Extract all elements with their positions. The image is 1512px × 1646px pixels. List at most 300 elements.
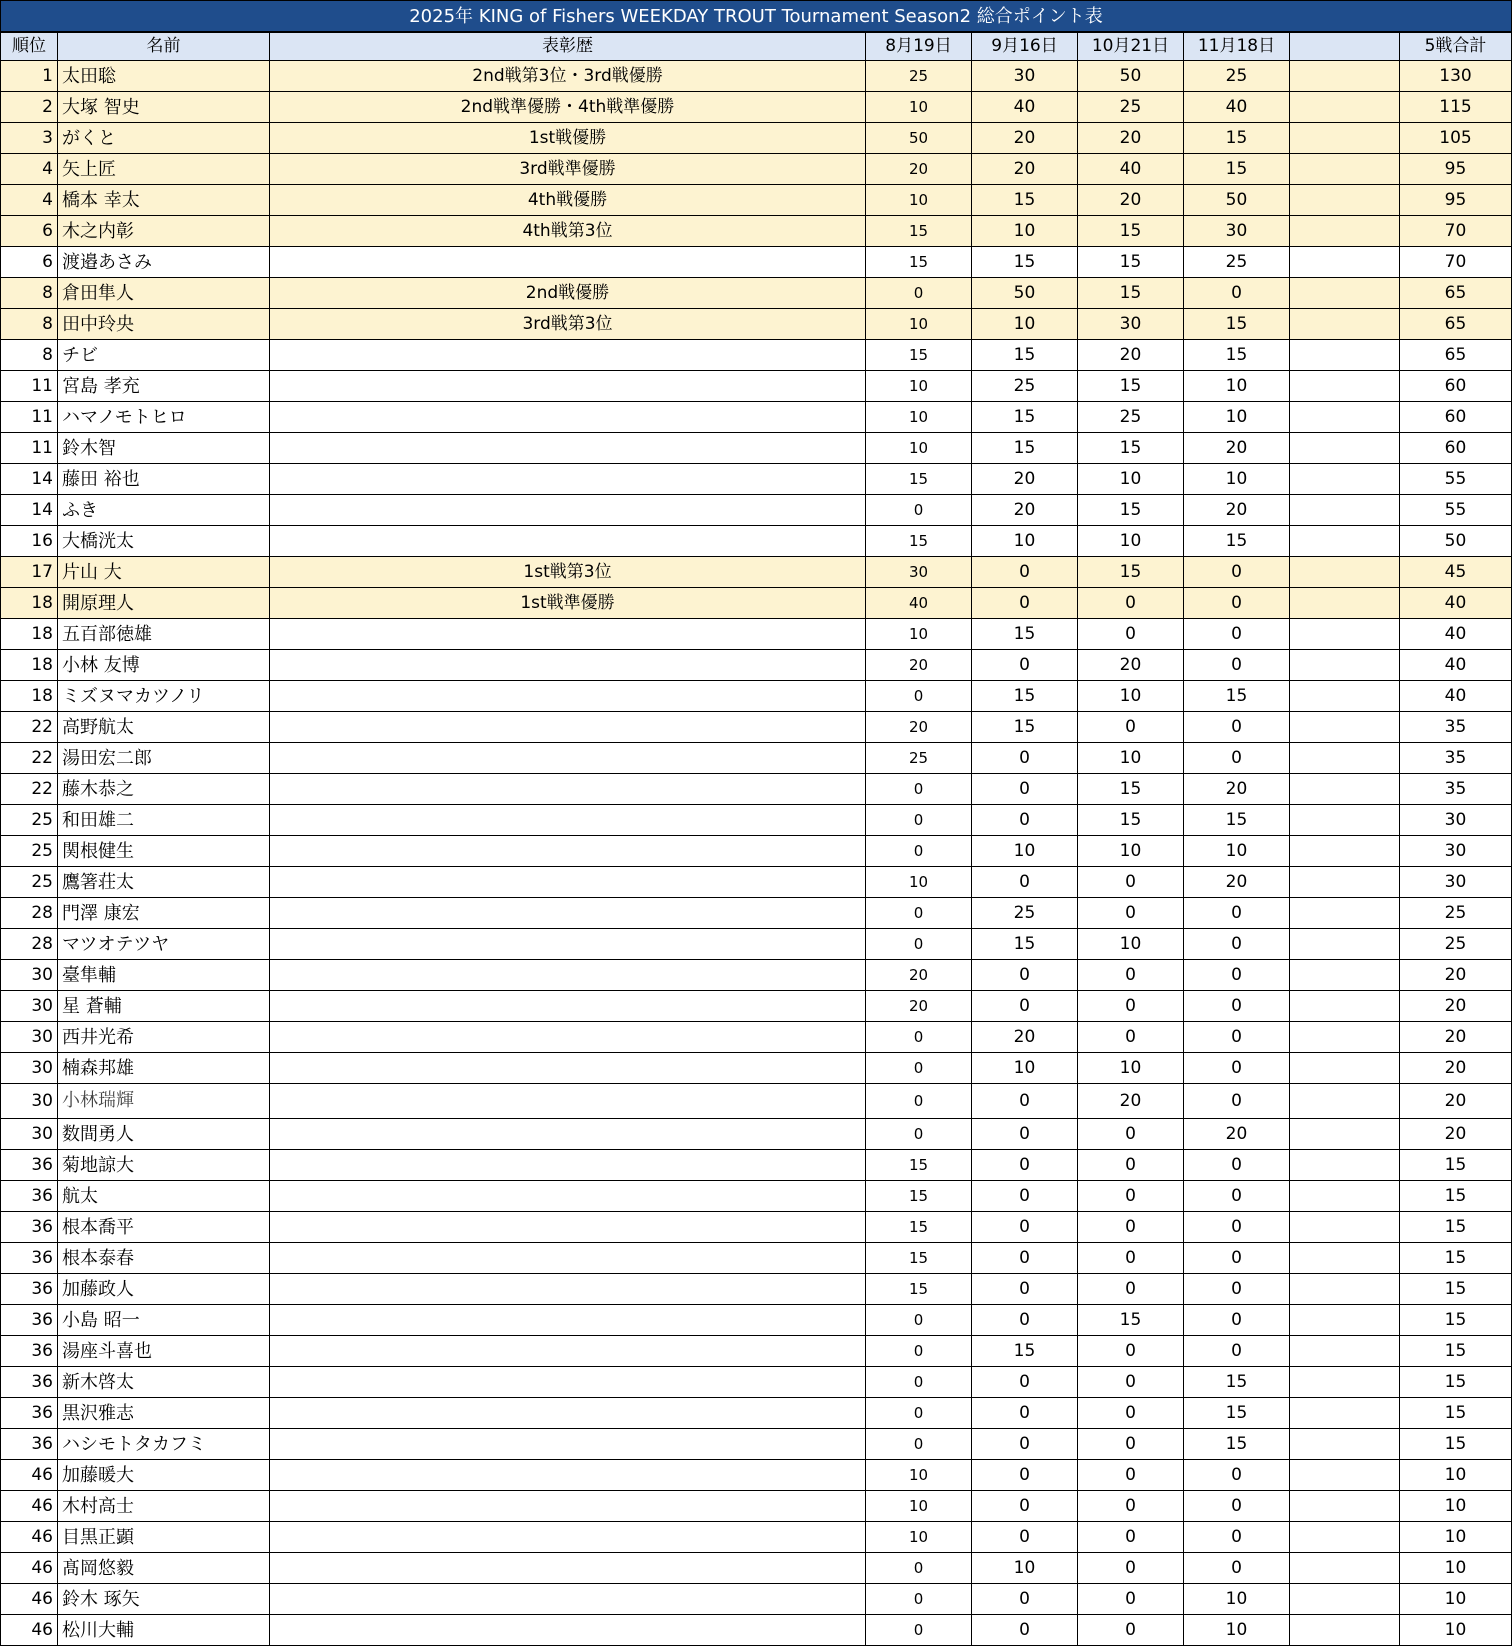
round-3-points: 25 — [1078, 402, 1184, 433]
rank-cell: 16 — [1, 526, 58, 557]
rank-cell: 36 — [1, 1181, 58, 1212]
name-cell: 開原理人 — [58, 588, 270, 619]
rank-cell: 14 — [1, 495, 58, 526]
round-2-points: 15 — [972, 402, 1078, 433]
round-4-points: 0 — [1184, 1212, 1290, 1243]
round-4-points: 25 — [1184, 61, 1290, 92]
round-1-points: 25 — [866, 61, 972, 92]
round-3-points: 15 — [1078, 371, 1184, 402]
total-points: 20 — [1400, 1022, 1512, 1053]
award-cell — [270, 464, 866, 495]
round-3-points: 15 — [1078, 557, 1184, 588]
award-cell — [270, 1053, 866, 1084]
table-row — [1, 1398, 1512, 1429]
round-2-points: 0 — [972, 650, 1078, 681]
name-cell: 矢上匠 — [58, 154, 270, 185]
round-3-points: 10 — [1078, 464, 1184, 495]
round-3-points: 10 — [1078, 681, 1184, 712]
round-5-points — [1290, 898, 1400, 929]
award-cell: 1st戦優勝 — [270, 123, 866, 154]
name-cell: 高野航太 — [58, 712, 270, 743]
round-2-points: 25 — [972, 898, 1078, 929]
award-cell — [270, 960, 866, 991]
round-2-points: 20 — [972, 495, 1078, 526]
round-1-points: 0 — [866, 1429, 972, 1460]
table-row — [1, 1460, 1512, 1491]
round-5-points — [1290, 61, 1400, 92]
rank-cell: 36 — [1, 1212, 58, 1243]
rank-cell: 30 — [1, 1084, 58, 1119]
name-cell: ハマノモトヒロ — [58, 402, 270, 433]
round-1-points: 0 — [866, 1084, 972, 1119]
round-1-points: 0 — [866, 495, 972, 526]
round-5-points — [1290, 402, 1400, 433]
round-2-points: 10 — [972, 526, 1078, 557]
award-cell — [270, 1119, 866, 1150]
award-cell — [270, 836, 866, 867]
round-1-points: 15 — [866, 1150, 972, 1181]
header-round-2: 9月16日 — [972, 33, 1078, 61]
round-5-points — [1290, 278, 1400, 309]
name-cell: 倉田隼人 — [58, 278, 270, 309]
rank-cell: 17 — [1, 557, 58, 588]
award-cell — [270, 371, 866, 402]
total-points: 70 — [1400, 247, 1512, 278]
table-row — [1, 774, 1512, 805]
name-cell: 根本泰春 — [58, 1243, 270, 1274]
table-row — [1, 681, 1512, 712]
round-2-points: 10 — [972, 216, 1078, 247]
total-points: 115 — [1400, 92, 1512, 123]
name-cell: 田中玲央 — [58, 309, 270, 340]
round-1-points: 0 — [866, 1553, 972, 1584]
rank-cell: 18 — [1, 681, 58, 712]
name-cell: 臺隼輔 — [58, 960, 270, 991]
award-cell: 1st戦第3位 — [270, 557, 866, 588]
total-points: 60 — [1400, 371, 1512, 402]
name-cell: 目黒正顕 — [58, 1522, 270, 1553]
round-3-points: 20 — [1078, 1084, 1184, 1119]
total-points: 45 — [1400, 557, 1512, 588]
round-2-points: 10 — [972, 1553, 1078, 1584]
round-1-points: 10 — [866, 371, 972, 402]
round-5-points — [1290, 712, 1400, 743]
table-row — [1, 402, 1512, 433]
round-5-points — [1290, 1522, 1400, 1553]
total-points: 10 — [1400, 1522, 1512, 1553]
round-1-points: 20 — [866, 154, 972, 185]
table-row — [1, 464, 1512, 495]
round-1-points: 10 — [866, 619, 972, 650]
round-2-points: 20 — [972, 464, 1078, 495]
round-1-points: 10 — [866, 185, 972, 216]
name-cell: 太田聡 — [58, 61, 270, 92]
award-cell — [270, 1022, 866, 1053]
round-1-points: 30 — [866, 557, 972, 588]
rank-cell: 30 — [1, 991, 58, 1022]
rank-cell: 36 — [1, 1305, 58, 1336]
header-row — [1, 33, 1512, 61]
round-4-points: 30 — [1184, 216, 1290, 247]
award-cell: 2nd戦準優勝・4th戦準優勝 — [270, 92, 866, 123]
round-1-points: 0 — [866, 681, 972, 712]
total-points: 130 — [1400, 61, 1512, 92]
round-4-points: 0 — [1184, 1243, 1290, 1274]
round-2-points: 15 — [972, 185, 1078, 216]
rank-cell: 22 — [1, 774, 58, 805]
round-4-points: 0 — [1184, 1491, 1290, 1522]
total-points: 15 — [1400, 1274, 1512, 1305]
round-2-points: 0 — [972, 1181, 1078, 1212]
round-3-points: 25 — [1078, 92, 1184, 123]
round-4-points: 0 — [1184, 1553, 1290, 1584]
round-3-points: 0 — [1078, 1181, 1184, 1212]
total-points: 15 — [1400, 1429, 1512, 1460]
round-3-points: 15 — [1078, 774, 1184, 805]
round-5-points — [1290, 526, 1400, 557]
total-points: 65 — [1400, 340, 1512, 371]
round-2-points: 0 — [972, 960, 1078, 991]
award-cell — [270, 1243, 866, 1274]
round-1-points: 15 — [866, 1243, 972, 1274]
round-4-points: 15 — [1184, 154, 1290, 185]
table-row — [1, 1553, 1512, 1584]
round-4-points: 0 — [1184, 588, 1290, 619]
award-cell — [270, 1398, 866, 1429]
round-1-points: 15 — [866, 216, 972, 247]
round-3-points: 15 — [1078, 495, 1184, 526]
name-cell: 加藤暖大 — [58, 1460, 270, 1491]
table-row — [1, 1367, 1512, 1398]
round-3-points: 10 — [1078, 1053, 1184, 1084]
round-5-points — [1290, 154, 1400, 185]
table-row — [1, 960, 1512, 991]
table-row — [1, 216, 1512, 247]
total-points: 20 — [1400, 1119, 1512, 1150]
round-2-points: 0 — [972, 1212, 1078, 1243]
round-4-points: 15 — [1184, 1398, 1290, 1429]
name-cell: 西井光希 — [58, 1022, 270, 1053]
table-row — [1, 247, 1512, 278]
award-cell — [270, 1305, 866, 1336]
total-points: 40 — [1400, 619, 1512, 650]
award-cell: 2nd戦優勝 — [270, 278, 866, 309]
round-3-points: 0 — [1078, 991, 1184, 1022]
round-4-points: 15 — [1184, 805, 1290, 836]
award-cell — [270, 619, 866, 650]
rank-cell: 46 — [1, 1460, 58, 1491]
round-4-points: 0 — [1184, 712, 1290, 743]
name-cell: 門澤 康宏 — [58, 898, 270, 929]
name-cell: 菊地諒大 — [58, 1150, 270, 1181]
award-cell — [270, 1522, 866, 1553]
round-1-points: 0 — [866, 278, 972, 309]
round-1-points: 0 — [866, 1305, 972, 1336]
round-3-points: 15 — [1078, 805, 1184, 836]
award-cell — [270, 681, 866, 712]
total-points: 10 — [1400, 1460, 1512, 1491]
round-3-points: 0 — [1078, 867, 1184, 898]
rank-cell: 36 — [1, 1274, 58, 1305]
round-1-points: 0 — [866, 836, 972, 867]
rank-cell: 25 — [1, 805, 58, 836]
round-3-points: 15 — [1078, 278, 1184, 309]
name-cell: ミズヌマカツノリ — [58, 681, 270, 712]
name-cell: 黒沢雅志 — [58, 1398, 270, 1429]
round-2-points: 10 — [972, 836, 1078, 867]
header-rank: 順位 — [1, 33, 58, 61]
round-4-points: 0 — [1184, 1084, 1290, 1119]
total-points: 20 — [1400, 960, 1512, 991]
rank-cell: 6 — [1, 216, 58, 247]
round-3-points: 0 — [1078, 1336, 1184, 1367]
total-points: 15 — [1400, 1336, 1512, 1367]
round-4-points: 0 — [1184, 743, 1290, 774]
round-3-points: 15 — [1078, 216, 1184, 247]
rank-cell: 28 — [1, 898, 58, 929]
total-points: 95 — [1400, 185, 1512, 216]
name-cell: 湯座斗喜也 — [58, 1336, 270, 1367]
award-cell — [270, 495, 866, 526]
rank-cell: 22 — [1, 743, 58, 774]
total-points: 60 — [1400, 433, 1512, 464]
rank-cell: 36 — [1, 1429, 58, 1460]
round-4-points: 10 — [1184, 1615, 1290, 1646]
table-row — [1, 1084, 1512, 1119]
name-cell: 小林瑞輝 — [58, 1084, 270, 1119]
round-5-points — [1290, 650, 1400, 681]
round-4-points: 0 — [1184, 898, 1290, 929]
round-5-points — [1290, 464, 1400, 495]
round-1-points: 10 — [866, 1522, 972, 1553]
round-4-points: 20 — [1184, 867, 1290, 898]
round-5-points — [1290, 1053, 1400, 1084]
table-row — [1, 619, 1512, 650]
round-3-points: 0 — [1078, 1150, 1184, 1181]
round-1-points: 20 — [866, 991, 972, 1022]
total-points: 70 — [1400, 216, 1512, 247]
round-3-points: 0 — [1078, 712, 1184, 743]
table-row — [1, 898, 1512, 929]
round-5-points — [1290, 123, 1400, 154]
round-4-points: 50 — [1184, 185, 1290, 216]
round-5-points — [1290, 557, 1400, 588]
name-cell: 木村高士 — [58, 1491, 270, 1522]
round-5-points — [1290, 1398, 1400, 1429]
round-2-points: 0 — [972, 1084, 1078, 1119]
round-4-points: 15 — [1184, 681, 1290, 712]
round-1-points: 10 — [866, 1491, 972, 1522]
table-row — [1, 588, 1512, 619]
name-cell: 関根健生 — [58, 836, 270, 867]
round-4-points: 15 — [1184, 309, 1290, 340]
rank-cell: 30 — [1, 960, 58, 991]
table-row — [1, 805, 1512, 836]
total-points: 65 — [1400, 309, 1512, 340]
round-2-points: 0 — [972, 1150, 1078, 1181]
round-3-points: 0 — [1078, 1491, 1184, 1522]
table-header — [1, 33, 1512, 61]
round-3-points: 0 — [1078, 1119, 1184, 1150]
round-2-points: 0 — [972, 805, 1078, 836]
table-body — [1, 61, 1512, 1646]
award-cell — [270, 712, 866, 743]
rank-cell: 46 — [1, 1522, 58, 1553]
award-cell — [270, 774, 866, 805]
award-cell — [270, 1491, 866, 1522]
round-3-points: 15 — [1078, 433, 1184, 464]
round-4-points: 0 — [1184, 1522, 1290, 1553]
round-1-points: 0 — [866, 1584, 972, 1615]
table-row — [1, 1119, 1512, 1150]
total-points: 40 — [1400, 681, 1512, 712]
award-cell — [270, 1084, 866, 1119]
name-cell: 渡邉あさみ — [58, 247, 270, 278]
round-3-points: 0 — [1078, 898, 1184, 929]
table-row — [1, 1615, 1512, 1646]
round-5-points — [1290, 1119, 1400, 1150]
header-round-4: 11月18日 — [1184, 33, 1290, 61]
rank-cell: 36 — [1, 1243, 58, 1274]
round-4-points: 15 — [1184, 1367, 1290, 1398]
award-cell — [270, 1460, 866, 1491]
round-4-points: 15 — [1184, 123, 1290, 154]
award-cell — [270, 743, 866, 774]
round-5-points — [1290, 1305, 1400, 1336]
table-row — [1, 1212, 1512, 1243]
rank-cell: 30 — [1, 1119, 58, 1150]
round-5-points — [1290, 1336, 1400, 1367]
award-cell — [270, 340, 866, 371]
round-2-points: 0 — [972, 1429, 1078, 1460]
round-3-points: 0 — [1078, 1553, 1184, 1584]
round-4-points: 0 — [1184, 1150, 1290, 1181]
round-5-points — [1290, 774, 1400, 805]
round-4-points: 10 — [1184, 464, 1290, 495]
name-cell: 木之内彰 — [58, 216, 270, 247]
award-cell: 3rd戦第3位 — [270, 309, 866, 340]
rank-cell: 46 — [1, 1584, 58, 1615]
round-4-points: 0 — [1184, 278, 1290, 309]
round-2-points: 15 — [972, 681, 1078, 712]
round-4-points: 20 — [1184, 1119, 1290, 1150]
round-1-points: 20 — [866, 712, 972, 743]
round-5-points — [1290, 340, 1400, 371]
round-5-points — [1290, 805, 1400, 836]
round-2-points: 15 — [972, 619, 1078, 650]
header-round-5 — [1290, 33, 1400, 61]
round-4-points: 0 — [1184, 1181, 1290, 1212]
table-row — [1, 1429, 1512, 1460]
round-4-points: 10 — [1184, 1584, 1290, 1615]
name-cell: チビ — [58, 340, 270, 371]
header-round-1: 8月19日 — [866, 33, 972, 61]
total-points: 15 — [1400, 1305, 1512, 1336]
round-5-points — [1290, 185, 1400, 216]
round-2-points: 50 — [972, 278, 1078, 309]
round-5-points — [1290, 1274, 1400, 1305]
round-2-points: 0 — [972, 1615, 1078, 1646]
total-points: 15 — [1400, 1181, 1512, 1212]
round-5-points — [1290, 1150, 1400, 1181]
round-1-points: 0 — [866, 1119, 972, 1150]
name-cell: 湯田宏二郎 — [58, 743, 270, 774]
table-row — [1, 650, 1512, 681]
round-2-points: 15 — [972, 712, 1078, 743]
round-5-points — [1290, 309, 1400, 340]
table-row — [1, 1181, 1512, 1212]
round-4-points: 0 — [1184, 960, 1290, 991]
rank-cell: 8 — [1, 309, 58, 340]
rank-cell: 11 — [1, 433, 58, 464]
name-cell: がくと — [58, 123, 270, 154]
round-4-points: 0 — [1184, 557, 1290, 588]
award-cell — [270, 1584, 866, 1615]
header-round-3: 10月21日 — [1078, 33, 1184, 61]
round-2-points: 0 — [972, 588, 1078, 619]
round-3-points: 40 — [1078, 154, 1184, 185]
round-2-points: 15 — [972, 433, 1078, 464]
round-2-points: 0 — [972, 991, 1078, 1022]
round-1-points: 10 — [866, 309, 972, 340]
round-1-points: 15 — [866, 464, 972, 495]
table-row — [1, 1243, 1512, 1274]
table-row — [1, 929, 1512, 960]
award-cell — [270, 929, 866, 960]
round-1-points: 0 — [866, 774, 972, 805]
total-points: 25 — [1400, 929, 1512, 960]
total-points: 50 — [1400, 526, 1512, 557]
round-4-points: 0 — [1184, 929, 1290, 960]
name-cell: ハシモトタカフミ — [58, 1429, 270, 1460]
award-cell — [270, 1553, 866, 1584]
round-1-points: 20 — [866, 650, 972, 681]
table-row — [1, 991, 1512, 1022]
table-row — [1, 1022, 1512, 1053]
round-5-points — [1290, 495, 1400, 526]
total-points: 60 — [1400, 402, 1512, 433]
round-4-points: 0 — [1184, 1305, 1290, 1336]
round-1-points: 10 — [866, 867, 972, 898]
total-points: 30 — [1400, 805, 1512, 836]
round-3-points: 0 — [1078, 1398, 1184, 1429]
award-cell — [270, 898, 866, 929]
round-5-points — [1290, 1615, 1400, 1646]
round-2-points: 0 — [972, 1491, 1078, 1522]
total-points: 15 — [1400, 1212, 1512, 1243]
total-points: 95 — [1400, 154, 1512, 185]
round-1-points: 0 — [866, 1615, 972, 1646]
total-points: 35 — [1400, 774, 1512, 805]
round-4-points: 10 — [1184, 402, 1290, 433]
round-5-points — [1290, 1212, 1400, 1243]
name-cell: マツオテツヤ — [58, 929, 270, 960]
total-points: 35 — [1400, 743, 1512, 774]
rank-cell: 36 — [1, 1398, 58, 1429]
name-cell: 大橋洸太 — [58, 526, 270, 557]
round-5-points — [1290, 743, 1400, 774]
award-cell — [270, 1150, 866, 1181]
round-3-points: 10 — [1078, 743, 1184, 774]
header-award: 表彰歴 — [270, 33, 866, 61]
rank-cell: 2 — [1, 92, 58, 123]
total-points: 10 — [1400, 1615, 1512, 1646]
rank-cell: 30 — [1, 1022, 58, 1053]
round-5-points — [1290, 960, 1400, 991]
round-3-points: 20 — [1078, 340, 1184, 371]
total-points: 25 — [1400, 898, 1512, 929]
award-cell — [270, 433, 866, 464]
